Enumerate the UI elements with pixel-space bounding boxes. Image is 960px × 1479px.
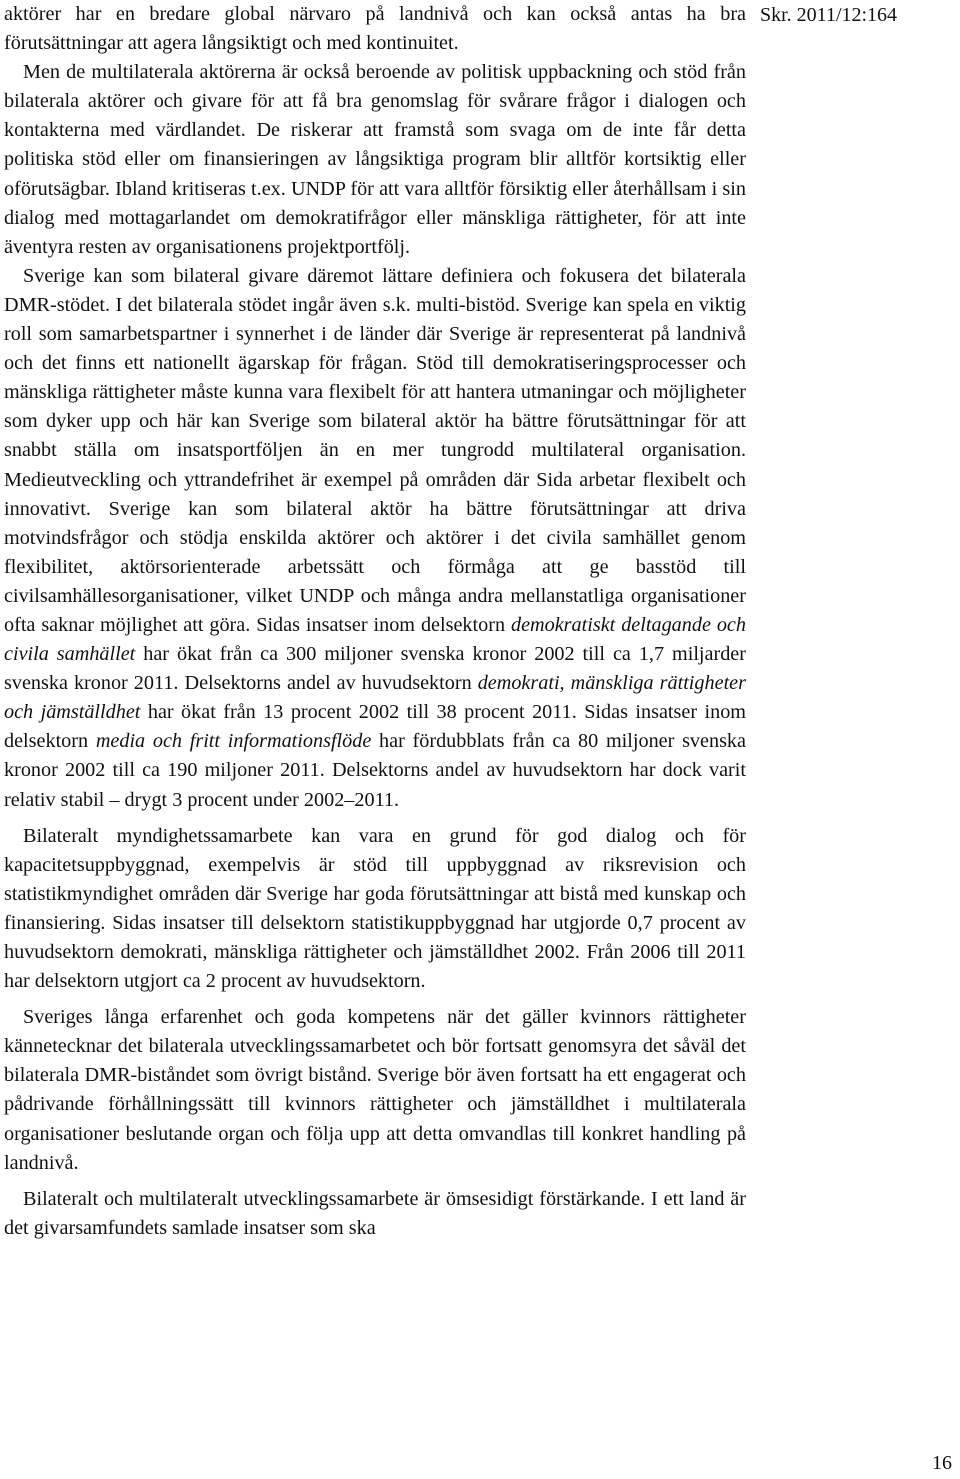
text-segment: Sverige kan som bilateral givare däremot lättare definiera och fokusera det bilaterala DMR-stödet. I det bilaterala stödet ingår även s.k. multi-bistöd. Sverige kan spela en viktig roll som samarbetspartner i synnerhet i de länder där Sverige är representerat på landnivå och det finns ett nationellt ägarskap för frågan. Stöd till demokratiseringsprocesser och mänskliga rättigheter måste kunna vara flexibelt för att hantera utmaningar och möjligheter som dyker upp och här kan Sverige som bilateral aktör ha bättre förutsättningar för att snabbt ställa om insatsportföljen än en mer tungrodd multilateral organisation. Medieutveckling och yttrandefrihet är exempel på områden där Sida arbetar flexibelt och innovativt. Sverige kan som bilateral aktör ha bättre förutsättningar att driva motvindsfrågor och stödja enskilda aktörer och aktörer i det civila samhället genom flexibilitet, aktörsorienterade arbetssätt och förmåga att ge basstöd till civilsamhällesorganisationer, vilket UNDP och många andra mellanstatliga organisationer ofta saknar möjlighet att göra. Sidas insatser inom delsektorn xyxy=(4,264,746,636)
document-reference: Skr. 2011/12:164 xyxy=(760,4,898,26)
paragraph-continued xyxy=(4,0,746,58)
text-segment: Men de multilaterala aktörerna är också beroende av politisk uppbackning och stöd från bilaterala aktörer och givare för att få bra genomslag för svårare frågor i dialogen och kontakterna med värdlandet. De riskerar att framstå som svaga om de inte får detta politiska stöd eller om finansieringen av långsiktiga program blir alltför kortsiktig eller oförutsägbar. Ibland kritiseras t.ex. UNDP för att vara alltför försiktig eller återhållsam i sin dialog med mottagarlandet om demokratifrågor eller mänskliga rättigheter, för att inte äventyra resten av organisationens projektportfölj. xyxy=(4,61,746,258)
text-segment: Sveriges långa erfarenhet och goda kompetens när det gäller kvinnors rättigheter kännetecknar det bilaterala utvecklingssamarbetet och bör fortsatt genomsyra det såväl det bilaterala DMR-biståndet som övrigt bistånd. Sverige bör även fortsatt ha ett engagerat och pådrivande förhållningssätt till kvinnors rättigheter och jämställdhet i multilaterala organisationer beslutande organ och följa upp att detta omvandlas till konkret handling på landnivå. xyxy=(4,1006,746,1174)
text-segment: Bilateralt och multilateralt utvecklingssamarbete är ömsesidigt förstärkande. I ett land är det givarsamfundets samlade insatser som ska xyxy=(4,1187,746,1239)
italic-term-media-information-flow: media och fritt informationsflöde xyxy=(95,730,372,753)
text-segment: aktörer har en bredare global närvaro på landnivå och kan också antas ha bra förutsättningar att agera långsiktigt och med kontinuitet. xyxy=(4,3,746,55)
paragraph-womens-rights xyxy=(4,1003,746,1178)
italic-term-democracy-human-rights: demokrati, mänskliga rättigheter och jämställdhet xyxy=(4,672,746,724)
paragraph-multilateral-dependence xyxy=(4,58,746,262)
page-number: 16 xyxy=(932,1452,952,1474)
body-text xyxy=(4,0,746,1243)
italic-term-democratic-participation: demokratiskt deltagande och civila samhället xyxy=(4,613,746,666)
paragraph-bilateral-donor xyxy=(4,262,746,815)
text-segment: Bilateralt myndighetssamarbete kan vara en grund för god dialog och för kapacitetsuppbyggnad, exempelvis är stöd till uppbyggnad av riksrevision och statistikmyndighet områden där Sverige har goda förutsättningar att bistå med kunskap och finansiering. Sidas insatser till delsektorn statistikuppbyggnad har utgjorde 0,7 procent av huvudsektorn demokrati, mänskliga rättigheter och jämställdhet 2002. Från 2006 till 2011 har delsektorn utgjort ca 2 procent av huvudsektorn. xyxy=(4,824,746,993)
text-segment: har fördubblats från ca 80 miljoner svenska kronor 2002 till ca 190 miljoner 2011. Delsektorns andel av huvudsektorn har dock varit relativ stabil – drygt 3 procent under 2002–2011. xyxy=(4,730,746,811)
text-segment: har ökat från ca 300 miljoner svenska kronor 2002 till ca 1,7 miljarder svenska kronor 2011. Delsektorns andel av huvudsektorn xyxy=(4,643,746,695)
paragraph-authority-cooperation xyxy=(4,822,746,997)
paragraph-mutually-reinforcing xyxy=(4,1185,746,1243)
text-segment: har ökat från 13 procent 2002 till 38 procent 2011. Sidas insatser inom delsektorn xyxy=(4,701,746,753)
